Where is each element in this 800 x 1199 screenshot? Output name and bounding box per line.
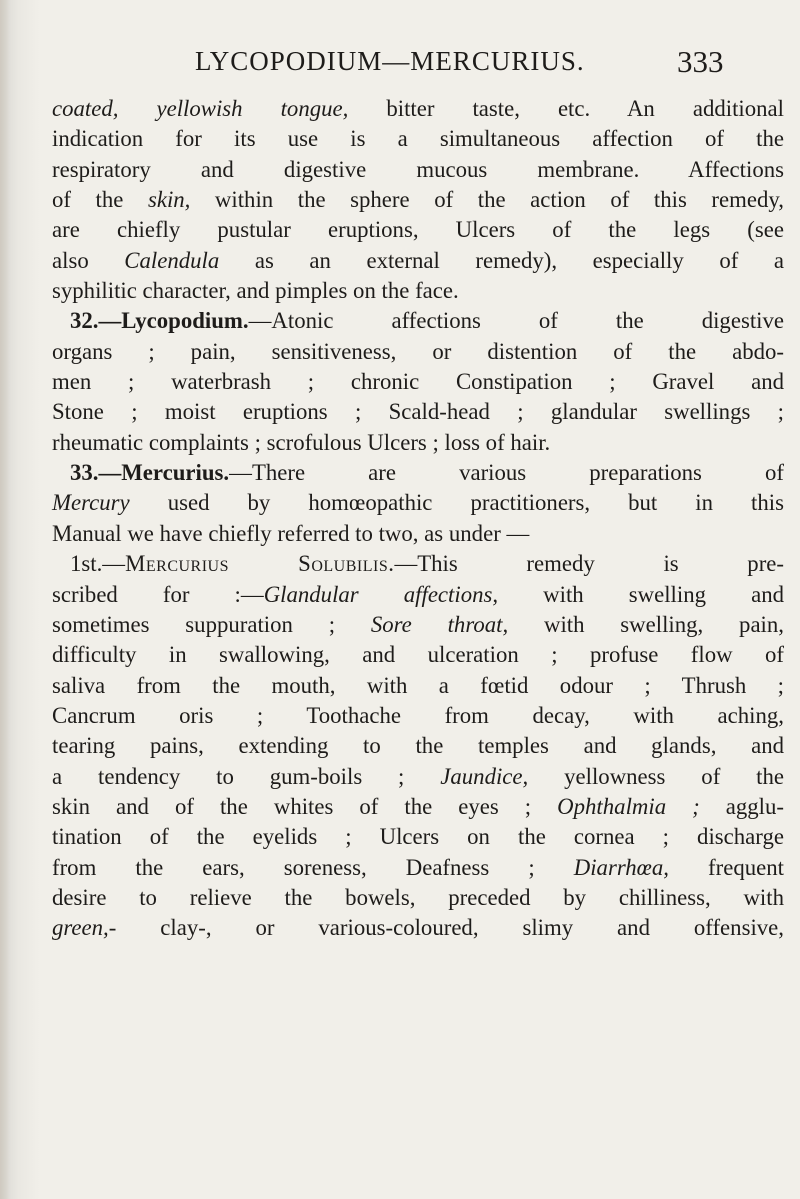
text-line-15: Manual we have chiefly referred to two, as under — [52,520,530,546]
text-line-14: Mercury used by homœopathic practitioners, but in this [52,490,784,516]
text-line-2: indication for its use is a simultaneous affection of the [52,126,784,152]
section-33-heading-line: 33.—Mercurius.—There are various preparations of [70,460,784,486]
text-line-1: coated, yellowish tongue, bitter taste, etc. An additional [52,96,784,121]
text-line-24: skin and of the whites of the eyes ; Ophthalmia ; agglu- [52,793,784,819]
text-line-26: from the ears, soreness, Deafness ; Diarrhœa, frequent [52,854,784,880]
section-32-heading-line: 32.—Lycopodium.—Atonic affections of the digestive [70,308,784,334]
emphasis: coated, yellowish tongue, [52,96,349,121]
text-line-27: desire to relieve the bowels, preceded by chilliness, with [52,884,784,910]
emphasis: Glandular affections, [263,581,499,607]
text-line-28: green,- clay-, or various-coloured, slimy and offensive, [52,915,784,941]
subsection-heading-mercurius-solubilis: Mercurius Solubilis. [125,551,395,577]
emphasis: Diarrhœa, [573,854,669,880]
text-line-22: tearing pains, extending to the temples and glands, and [52,733,784,759]
text-line-3: respiratory and digestive mucous membrane. Affections [52,156,784,182]
emphasis: Sore throat, [370,611,509,637]
emphasis: Mercury [52,490,130,516]
page-number: 333 [677,44,724,79]
emphasis: skin, [147,187,191,213]
text-line-25: tination of the eyelids ; Ulcers on the cornea ; discharge [52,824,784,850]
subsection-heading-line: 1st.—Mercurius Solubilis.—This remedy is pre- [70,551,785,577]
page-header [0,36,800,80]
text-line-9: organs ; pain, sensitiveness, or distention of the abdo- [52,338,784,364]
body-text [52,94,784,944]
running-head: LYCOPODIUM—MERCURIUS. [195,46,585,76]
text-line-17: scribed for :—Glandular affections, with swelling and [52,581,784,607]
emphasis: green, [52,915,109,941]
text-line-12: rheumatic complaints ; scrofulous Ulcers ; loss of hair. [52,429,551,455]
text-line-7: syphilitic character, and pimples on the face. [52,278,459,304]
emphasis: Jaundice, [440,763,529,789]
section-heading-lycopodium: 32.—Lycopodium. [70,308,249,334]
text-line-18: sometimes suppuration ; Sore throat, with swelling, pain, [52,611,784,637]
text-line-6: also Calendula as an external remedy), especially of a [52,247,784,273]
emphasis: Calendula [124,247,220,273]
text-line-4: of the skin, within the sphere of the action of this remedy, [52,187,784,213]
emphasis: Ophthalmia ; [557,793,700,819]
text-line-5: are chiefly pustular eruptions, Ulcers of the legs (see [52,217,784,243]
page-gutter-shadow [0,0,10,1199]
text-line-20: saliva from the mouth, with a fœtid odour ; Thrush ; [52,672,784,698]
text-line-10: men ; waterbrash ; chronic Constipation ; Gravel and [52,369,784,395]
text-line-21: Cancrum oris ; Toothache from decay, with aching, [52,702,784,728]
text-line-23: a tendency to gum-boils ; Jaundice, yellowness of the [52,763,784,789]
section-heading-mercurius: 33.—Mercurius. [70,460,230,486]
text-line-19: difficulty in swallowing, and ulceration ; profuse flow of [52,642,784,668]
text-line-11: Stone ; moist eruptions ; Scald-head ; glandular swellings ; [52,399,784,425]
